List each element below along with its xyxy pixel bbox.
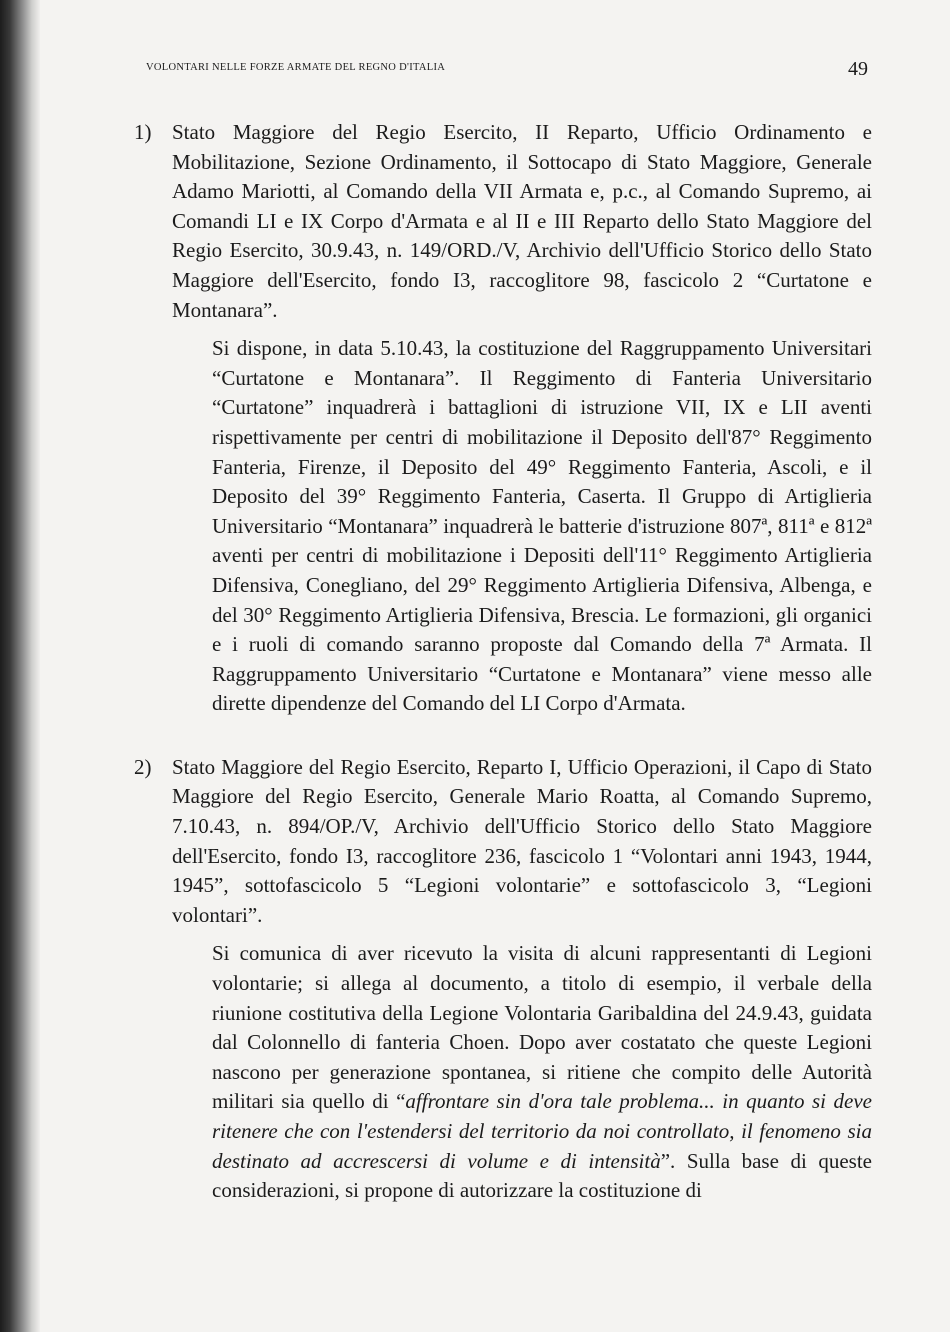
note-entry-1 [134, 118, 872, 325]
note-number: 2) [134, 754, 152, 779]
running-header: VOLONTARI NELLE FORZE ARMATE DEL REGNO D'ITALIA [146, 62, 446, 73]
page-body [134, 118, 872, 1206]
note-summary: Si dispone, in data 5.10.43, la costituzione del Raggruppamento Universitari “Curtatone e Montanara”. Il Reggimento di Fanteria Universitario “Curtatone” inquadrerà i battaglioni di istruzione VII, IX e LII aventi rispettivamente per centri di mobilitazione il Deposito dell'87° Reggimento Fanteria, Firenze, il Deposito del 49° Reggimento Fanteria, Ascoli, e il Deposito del 39° Reggimento Fanteria, Caserta. Il Gruppo di Artiglieria Universitario “Montanara” inquadrerà le batterie d'istruzione 807ª, 811ª e 812ª aventi per centri di mobilitazione i Depositi dell'11° Reggimento Artiglieria Difensiva, Conegliano, del 29° Reggimento Artiglieria Difensiva, Albenga, e del 30° Reggimento Artiglieria Difensiva, Brescia. Le formazioni, gli organici e i ruoli di comando saranno proposte dal Comando della 7ª Armata. Il Raggruppamento Universitario “Curtatone e Montanara” viene messo alle dirette dipendenze del Comando del LI Corpo d'Armata. [212, 336, 872, 716]
note-citation: Stato Maggiore del Regio Esercito, Reparto I, Ufficio Operazioni, il Capo di Stato Maggiore del Regio Esercito, Generale Mario Roatta, al Comando Supremo, 7.10.43, n. 894/OP./V, Archivio dell'Ufficio Storico dello Stato Maggiore dell'Esercito, fondo I3, raccoglitore 236, fascicolo 1 “Volontari anni 1943, 1944, 1945”, sottofascicolo 5 “Legioni volontarie” e sottofascicolo 3, “Legioni volontari”. [172, 754, 872, 927]
note-number: 1) [134, 120, 152, 144]
note-citation: Stato Maggiore del Regio Esercito, II Reparto, Ufficio Ordinamento e Mobilitazione, Sezione Ordinamento, il Sottocapo di Stato Maggiore, Generale Adamo Mariotti, al Comando della VII Armata e, p.c., al Comando Supremo, ai Comandi LI e IX Corpo d'Armata e al II e III Reparto dello Stato Maggiore del Regio Esercito, 30.9.43, n. 149/ORD./V, Archivio dell'Ufficio Storico dello Stato Maggiore dell'Esercito, fondo I3, raccoglitore 98, fascicolo 2 “Curtatone e Montanara”. [172, 120, 872, 322]
note-summary [212, 939, 872, 1205]
summary-text: ”. Sulla base di queste considerazioni, si propone di autorizzare la costituzione di [212, 1148, 872, 1203]
summary-quote: affrontare sin d'ora tale problema... in quanto si deve ritenere che con l'estendersi del territorio da noi controllato, il fenomeno sia destinato ad accrescersi di volume e di intensità [212, 1089, 872, 1173]
summary-text: Si comunica di aver ricevuto la visita di alcuni rappresentanti di Legioni volontarie; si allega al documento, a titolo di esempio, il verbale della riunione costitutiva della Legione Volontaria Garibaldina del 24.9.43, guidata dal Colonnello di fanteria Choen. Dopo aver costatato che queste Legioni nascono per generazione spontanea, si ritiene che compito delle Autorità militari sia quello di “ [212, 941, 872, 1114]
page-number: 49 [848, 58, 868, 80]
book-binding-shadow [0, 0, 40, 1332]
spacer [134, 719, 872, 753]
note-entry-2 [134, 753, 872, 931]
